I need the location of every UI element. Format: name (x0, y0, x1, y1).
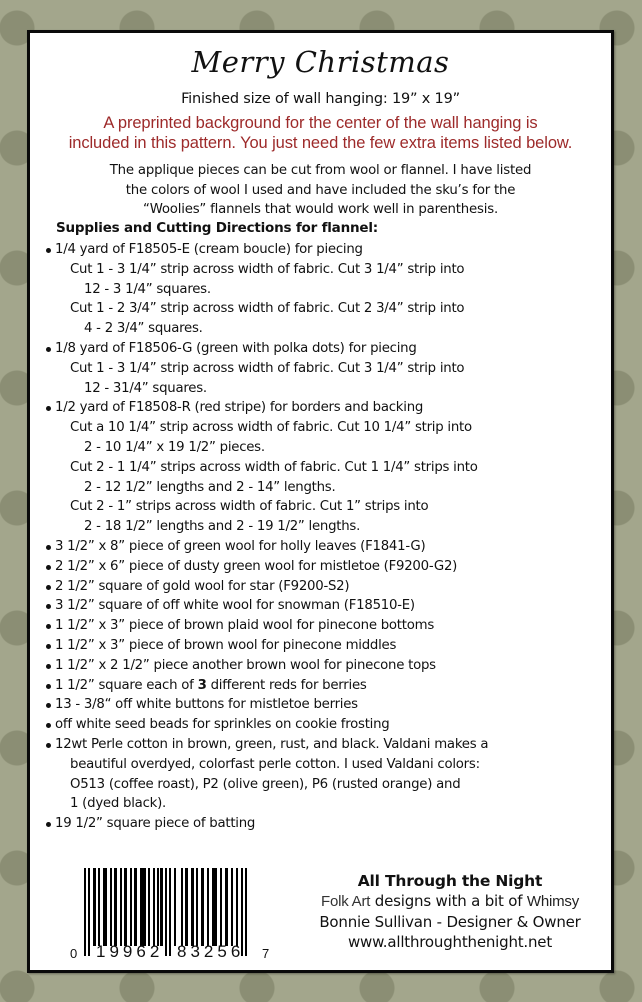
preprinted-note (30, 113, 611, 153)
barcode-left-group: 19962 (96, 942, 164, 961)
list-item: 1 1/2” x 2 1/2” piece another brown wool for pinecone tops (44, 656, 601, 676)
list-item: 2 1/2” square of gold wool for star (F9200-S2) (44, 577, 601, 597)
cut-instruction-cont: 2 - 12 1/2” lengths and 2 - 14” lengths. (84, 479, 336, 495)
finished-size: Finished size of wall hanging: 19” x 19” (181, 91, 460, 107)
brand-website-link[interactable]: www.allthroughthenight.net (347, 933, 553, 951)
list-item-cont: beautiful overdyed, colorfast perle cotton. I used Valdani colors: (70, 756, 480, 772)
cut-instruction: Cut 2 - 1 1/4” strips across width of fabric. Cut 1 1/4” strips into (70, 459, 478, 475)
tagline-mid: designs with a bit of (370, 892, 527, 910)
pattern-back-panel (27, 30, 614, 973)
cut-instruction: Cut 1 - 3 1/4” strip across width of fabric. Cut 3 1/4” strip into (70, 261, 465, 277)
list-item: 1 1/2” x 3” piece of brown plaid wool for pinecone bottoms (44, 616, 601, 636)
preprinted-note-line: included in this pattern. You just need the few extra items listed below. (68, 134, 573, 152)
list-item-cont: O513 (coffee roast), P2 (olive green), P6 (rusted orange) and (70, 776, 461, 792)
list-item: 1/4 yard of F18505-E (cream boucle) for piecing (44, 240, 601, 260)
list-item: 1/8 yard of F18506-G (green with polka dots) for piecing (44, 339, 601, 359)
intro-paragraph (30, 161, 611, 220)
list-item: 1 1/2” x 3” piece of brown wool for pinecone middles (44, 636, 601, 656)
preprinted-note-line: A preprinted background for the center of the wall hanging is (103, 114, 538, 132)
list-item-text: 1 1/2” square each of (55, 677, 198, 693)
list-item: 12wt Perle cotton in brown, green, rust, and black. Valdani makes a (44, 735, 601, 755)
cut-instruction: Cut 2 - 1” strips across width of fabric. Cut 1” strips into (70, 499, 429, 515)
upc-barcode (68, 866, 280, 962)
tagline-folk-art: Folk Art (320, 893, 371, 910)
cut-instruction-cont: 12 - 31/4” squares. (84, 380, 207, 396)
brand-block (295, 871, 605, 952)
cut-instruction: Cut a 10 1/4” strip across width of fabric. Cut 10 1/4” strip into (70, 420, 472, 436)
list-item: 13 - 3/8“ off white buttons for mistletoe berries (44, 695, 601, 715)
cut-instruction: Cut 1 - 3 1/4” strip across width of fabric. Cut 3 1/4” strip into (70, 360, 465, 376)
list-item: off white seed beads for sprinkles on cookie frosting (44, 715, 601, 735)
supplies-list (44, 240, 601, 834)
list-item: 1/2 yard of F18508-R (red stripe) for borders and backing (44, 398, 601, 418)
cut-instruction-cont: 4 - 2 3/4” squares. (84, 321, 203, 337)
barcode-lead-digit: 0 (70, 946, 78, 961)
list-item-text: different reds for berries (206, 677, 367, 693)
intro-line: “Woolies” flannels that would work well in parenthesis. (143, 202, 498, 217)
list-item-cont: 1 (dyed black). (70, 796, 166, 812)
list-item: 19 1/2” square piece of batting (44, 814, 601, 834)
brand-tagline (295, 891, 605, 912)
cut-instruction-cont: 2 - 10 1/4” x 19 1/2” pieces. (84, 439, 265, 455)
supplies-heading: Supplies and Cutting Directions for flannel: (56, 220, 378, 236)
list-item (44, 676, 601, 696)
brand-owner: Bonnie Sullivan - Designer & Owner (319, 913, 581, 931)
barcode-check-digit: 7 (262, 946, 270, 961)
page-title: Merry Christmas (191, 45, 450, 79)
list-item: 2 1/2” x 6” piece of dusty green wool for mistletoe (F9200-G2) (44, 557, 601, 577)
cut-instruction-cont: 12 - 3 1/4” squares. (84, 281, 211, 297)
list-item: 3 1/2” x 8” piece of green wool for holly leaves (F1841-G) (44, 537, 601, 557)
tagline-whimsy: Whimsy (526, 893, 580, 910)
barcode-right-group: 83256 (177, 942, 245, 961)
intro-line: The applique pieces can be cut from wool or flannel. I have listed (109, 163, 532, 178)
brand-name: All Through the Night (357, 872, 543, 890)
intro-line: the colors of wool I used and have included the sku’s for the (125, 182, 516, 198)
cut-instruction: Cut 1 - 2 3/4” strip across width of fabric. Cut 2 3/4” strip into (70, 301, 465, 317)
list-item: 3 1/2” square of off white wool for snowman (F18510-E) (44, 596, 601, 616)
berry-count: 3 (197, 677, 207, 693)
cut-instruction-cont: 2 - 18 1/2” lengths and 2 - 19 1/2” lengths. (84, 519, 361, 535)
